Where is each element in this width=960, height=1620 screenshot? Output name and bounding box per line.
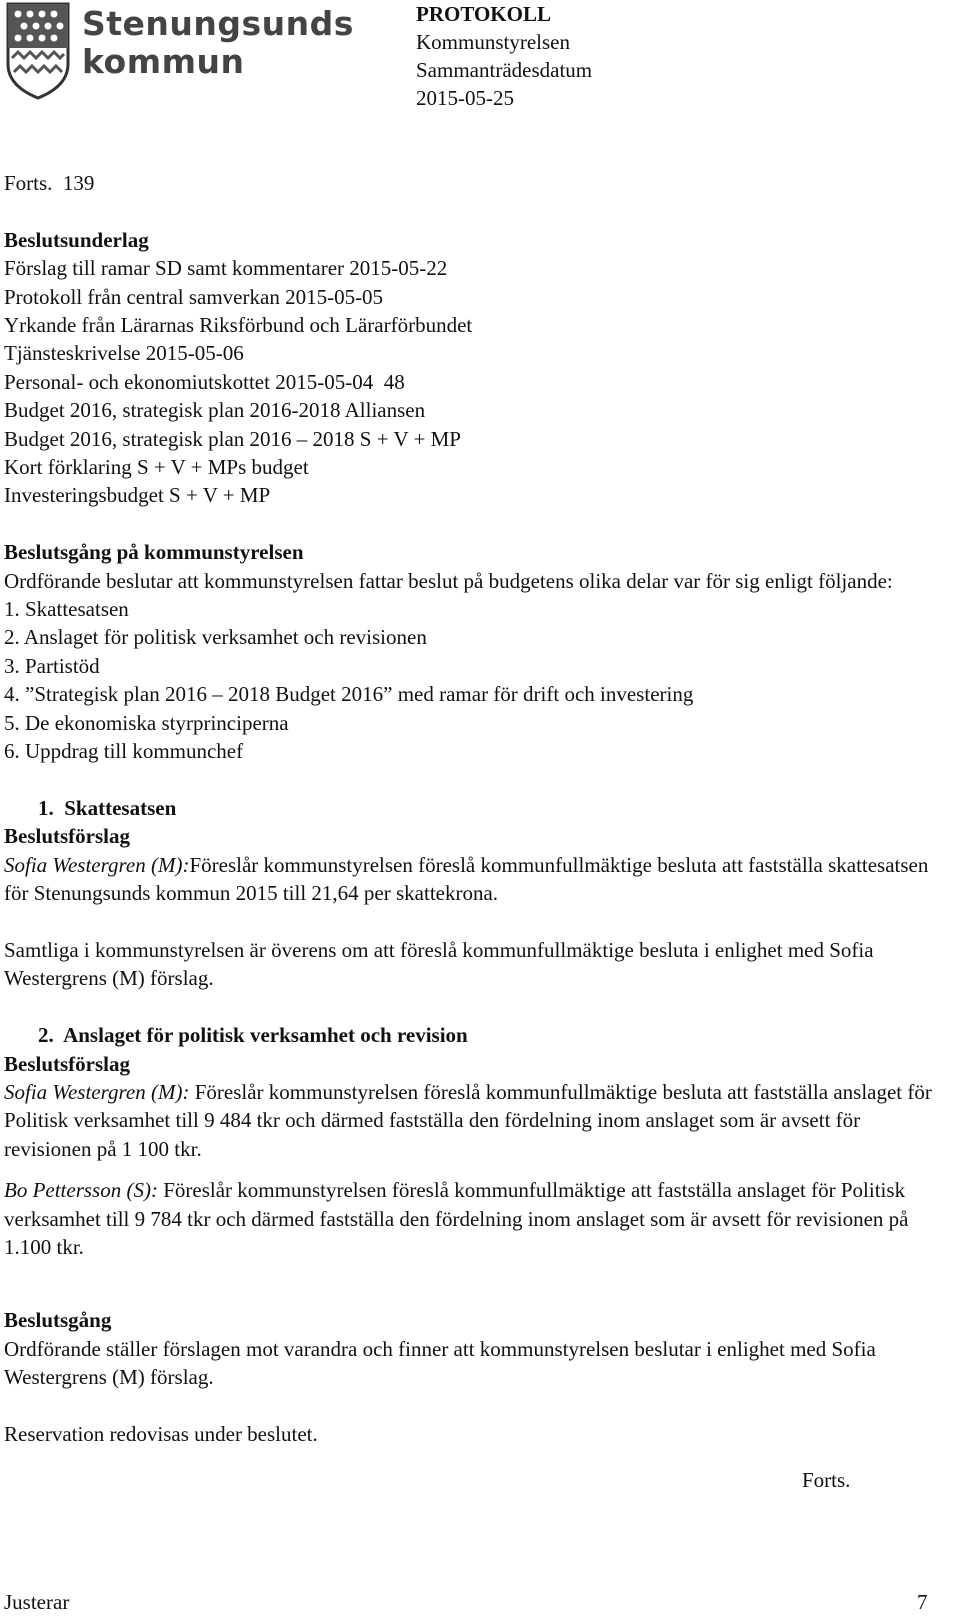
body-name: Kommunstyrelsen [416, 30, 570, 54]
beslutsgang-heading: Beslutsgång [4, 1308, 112, 1333]
document-title: PROTOKOLL [416, 2, 551, 26]
coat-of-arms-icon [6, 2, 70, 100]
section-2-proposal-2 [4, 1176, 949, 1261]
gang-intro: Ordförande beslutar att kommunstyrelsen fattar beslut på budgetens olika delar var för sig enligt följande: [4, 568, 893, 593]
gang-item: 2. Anslaget för politisk verksamhet och revisionen [4, 625, 427, 650]
underlag-item: Personal- och ekonomiutskottet 2015-05-04 48 [4, 369, 405, 394]
underlag-item: Budget 2016, strategisk plan 2016-2018 Alliansen [4, 398, 426, 423]
gang-item: 5. De ekonomiska styrprinciperna [4, 710, 289, 735]
document-body [4, 169, 949, 1448]
underlag-item: Investeringsbudget S + V + MP [4, 483, 271, 508]
underlag-item: Budget 2016, strategisk plan 2016 – 2018 S + V + MP [4, 426, 461, 451]
section-2-forslag-heading: Beslutsförslag [4, 1051, 130, 1076]
underlag-item: Kort förklaring S + V + MPs budget [4, 455, 309, 480]
beslutsgang-text: Ordförande ställer förslagen mot varandra och finner att kommunstyrelsen beslutar i enlighet med Sofia Westergrens (M) förslag. [4, 1336, 876, 1390]
proposal-text: Föreslår kommunstyrelsen föreslå kommunfullmäktige att fastställa anslaget för Politisk verksamhet till 9 784 tkr och därmed fastställa den fördelning inom anslaget som är avsett för revisionen på 1.100 tkr. [4, 1178, 909, 1259]
continuation-footer: Forts. [802, 1468, 851, 1492]
continuation-label: Forts. 139 [4, 171, 95, 195]
section-2-heading: 2. Anslaget för politisk verksamhet och revision [38, 1023, 468, 1048]
reservation-note: Reservation redovisas under beslutet. [4, 1421, 318, 1446]
gang-heading: Beslutsgång på kommunstyrelsen [4, 540, 304, 565]
section-1-heading: 1. Skattesatsen [38, 795, 177, 820]
speaker-name: Sofia Westergren (M): [4, 852, 190, 877]
page-number: 7 [917, 1590, 928, 1614]
underlag-heading: Beslutsunderlag [4, 227, 149, 252]
gang-item: 3. Partistöd [4, 653, 100, 678]
underlag-item: Yrkande från Lärarnas Riksförbund och Lärarförbundet [4, 313, 473, 338]
underlag-item: Tjänsteskrivelse 2015-05-06 [4, 341, 244, 366]
gang-item: 4. ”Strategisk plan 2016 – 2018 Budget 2016” med ramar för drift och investering [4, 682, 694, 707]
underlag-list [4, 254, 949, 510]
document-header [416, 0, 592, 112]
proposal-text: Föreslår kommunstyrelsen föreslå kommunfullmäktige besluta att fastställa anslaget för Politisk verksamhet till 9 484 tkr och därmed fastställa den fördelning inom anslaget som är avsett för revisionen på 1 100 tkr. [4, 1079, 932, 1161]
gang-list [4, 595, 949, 765]
gang-item: 1. Skattesatsen [4, 597, 129, 622]
logo-line-1: Stenungsunds [82, 4, 354, 43]
section-1-forslag-heading: Beslutsförslag [4, 824, 130, 849]
logo-line-2: kommun [82, 42, 245, 81]
municipality-logo [6, 2, 354, 102]
gang-item: 6. Uppdrag till kommunchef [4, 739, 244, 764]
section-1-proposal [4, 851, 949, 908]
section-1-consensus: Samtliga i kommunstyrelsen är överens om att föreslå kommunfullmäktige besluta i enlighet med Sofia Westergrens (M) förslag. [4, 937, 874, 991]
proposal-text: Föreslår kommunstyrelsen föreslå kommunfullmäktige besluta att fastställa skattesatsen för Stenungsunds kommun 2015 till 21,64 per skattekrona. [4, 852, 929, 906]
footer-justerar: Justerar [4, 1590, 70, 1614]
section-2-proposal-1 [4, 1078, 949, 1163]
speaker-name: Bo Pettersson (S): [4, 1178, 158, 1203]
speaker-name: Sofia Westergren (M): [4, 1079, 190, 1104]
underlag-item: Protokoll från central samverkan 2015-05-05 [4, 284, 384, 309]
date-label: Sammanträdesdatum [416, 58, 593, 82]
underlag-item: Förslag till ramar SD samt kommentarer 2015-05-22 [4, 256, 448, 281]
meeting-date: 2015-05-25 [416, 86, 514, 110]
